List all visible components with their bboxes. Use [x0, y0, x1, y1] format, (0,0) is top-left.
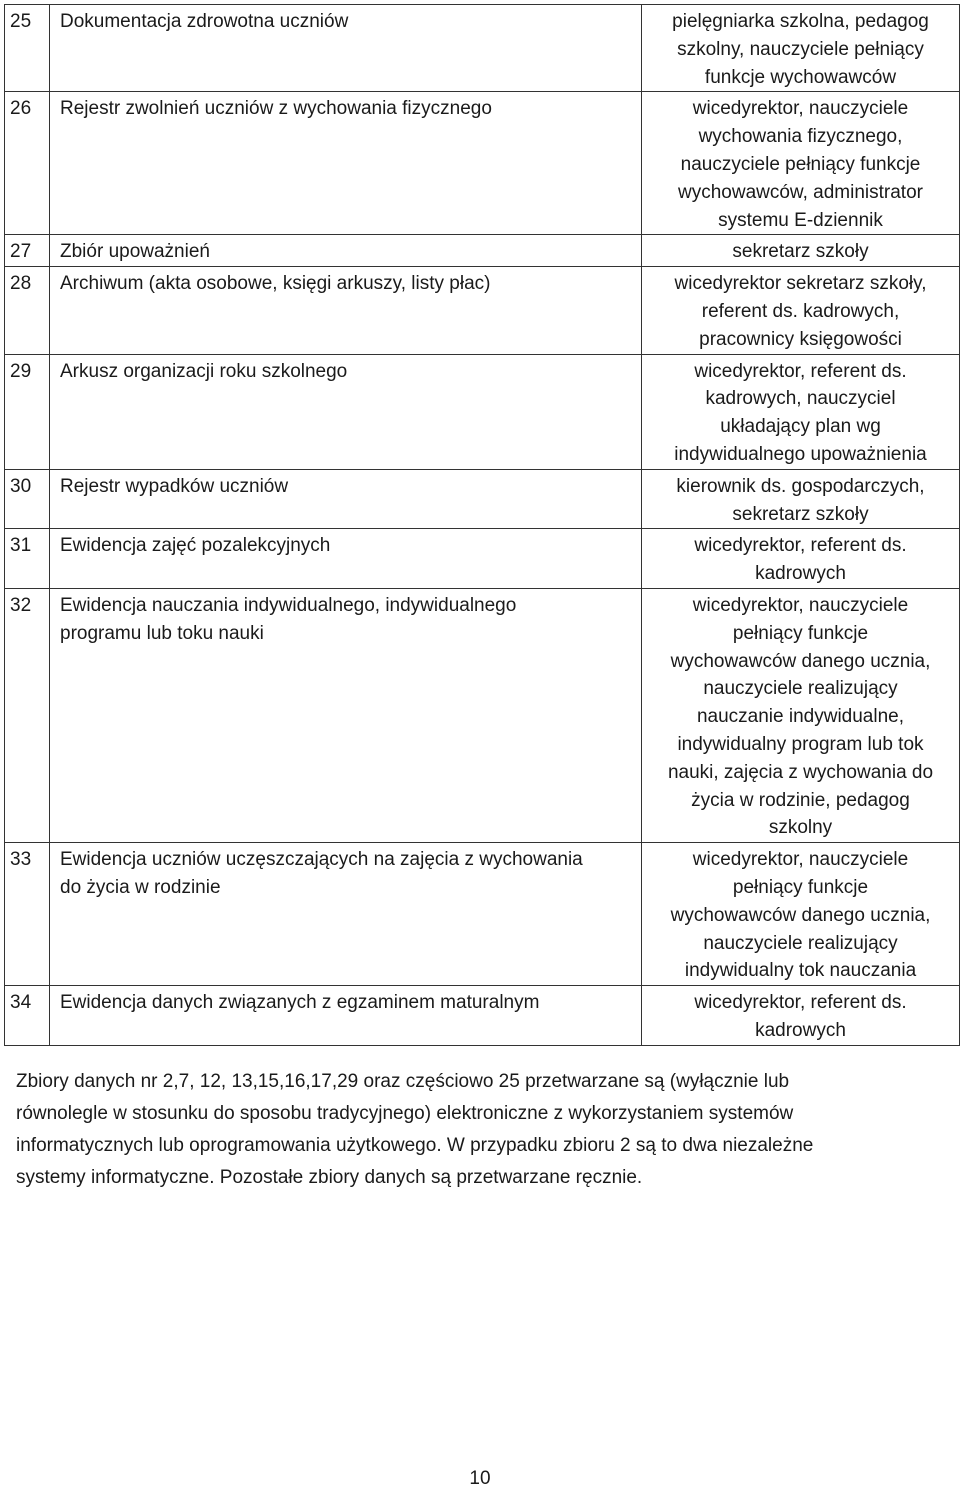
data-set-name-line: Ewidencja uczniów uczęszczających na zajęcia z wychowania	[60, 849, 583, 871]
row-number: 31	[5, 529, 50, 589]
responsible-line: wychowawców, administrator	[678, 181, 923, 203]
responsible-line: szkolny	[768, 817, 833, 839]
data-set-name-line: Archiwum (akta osobowe, księgi arkuszy, listy płac)	[60, 273, 491, 295]
note-line: informatycznych lub oprogramowania użytkowego. W przypadku zbioru 2 są to dwa niezależne	[16, 1135, 814, 1156]
table-row	[5, 843, 960, 986]
data-set-name	[50, 354, 642, 469]
table-row	[5, 986, 960, 1046]
responsible-persons	[642, 469, 960, 529]
row-number: 25	[5, 5, 50, 92]
responsible-line: sekretarz szkoły	[732, 241, 869, 263]
responsible-persons	[642, 235, 960, 267]
data-set-name-line: Zbiór upoważnień	[60, 241, 210, 263]
table-row	[5, 92, 960, 235]
responsible-persons	[642, 588, 960, 842]
data-set-name	[50, 267, 642, 354]
responsible-persons	[642, 267, 960, 354]
table-row	[5, 588, 960, 842]
responsible-line: kadrowych, nauczyciel	[705, 388, 896, 410]
table-row	[5, 5, 960, 92]
responsible-line: wychowawców danego ucznia,	[670, 650, 931, 672]
data-set-name-line: Arkusz organizacji roku szkolnego	[60, 360, 348, 382]
responsible-line: nauczyciele realizujący	[703, 932, 898, 954]
row-number: 30	[5, 469, 50, 529]
responsible-line: kierownik ds. gospodarczych,	[676, 475, 925, 497]
responsible-line: wychowania fizycznego,	[698, 126, 903, 148]
table-row	[5, 354, 960, 469]
data-set-name	[50, 529, 642, 589]
responsible-line: referent ds. kadrowych,	[701, 300, 900, 322]
row-number: 34	[5, 986, 50, 1046]
data-set-name-line: Ewidencja danych związanych z egzaminem maturalnym	[60, 992, 540, 1014]
row-number: 32	[5, 588, 50, 842]
responsible-line: indywidualnego upoważnienia	[674, 443, 927, 465]
responsible-line: wicedyrektor, referent ds.	[694, 360, 907, 382]
responsible-line: wicedyrektor, referent ds.	[694, 992, 907, 1014]
responsible-line: układający plan wg	[720, 416, 881, 438]
table-row	[5, 469, 960, 529]
responsible-line: indywidualny tok nauczania	[684, 960, 917, 982]
responsible-line: sekretarz szkoły	[732, 503, 869, 525]
note-line: Zbiory danych nr 2,7, 12, 13,15,16,17,29 oraz częściowo 25 przetwarzane są (wyłącznie lub	[16, 1071, 790, 1092]
responsible-line: indywidualny program lub tok	[677, 733, 924, 755]
note-line: systemy informatyczne. Pozostałe zbiory danych są przetwarzane ręcznie.	[16, 1167, 643, 1188]
responsible-persons	[642, 529, 960, 589]
responsible-line: wychowawców danego ucznia,	[670, 904, 931, 926]
row-number: 26	[5, 92, 50, 235]
responsible-line: wicedyrektor, referent ds.	[694, 535, 907, 557]
responsible-line: systemu E-dziennik	[718, 209, 883, 231]
responsible-persons	[642, 354, 960, 469]
responsible-line: nauczanie indywidualne,	[696, 706, 905, 728]
data-set-name-line: Ewidencja nauczania indywidualnego, indywidualnego	[60, 594, 517, 616]
responsible-line: życia w rodzinie, pedagog	[691, 789, 910, 811]
responsible-line: nauki, zajęcia z wychowania do	[667, 761, 934, 783]
responsible-persons	[642, 5, 960, 92]
responsible-line: wicedyrektor, nauczyciele	[692, 849, 909, 871]
data-set-name	[50, 588, 642, 842]
responsible-persons	[642, 843, 960, 986]
row-number: 27	[5, 235, 50, 267]
row-number: 29	[5, 354, 50, 469]
data-set-name	[50, 92, 642, 235]
data-set-name	[50, 843, 642, 986]
page-number: 10	[469, 1468, 491, 1489]
data-set-name-line: Dokumentacja zdrowotna uczniów	[60, 11, 349, 32]
data-set-name	[50, 235, 642, 267]
responsible-line: szkolny, nauczyciele pełniący	[677, 38, 924, 60]
table-row	[5, 267, 960, 354]
row-number: 33	[5, 843, 50, 986]
data-set-name	[50, 469, 642, 529]
responsible-line: kadrowych	[755, 1019, 846, 1041]
data-set-name-line: Rejestr zwolnień uczniów z wychowania fizycznego	[60, 98, 492, 120]
responsible-persons	[642, 92, 960, 235]
responsible-line: wicedyrektor sekretarz szkoły,	[674, 273, 927, 295]
responsible-line: nauczyciele pełniący funkcje	[680, 153, 921, 175]
note-line: równolegle w stosunku do sposobu tradycyjnego) elektroniczne z wykorzystaniem systemów	[16, 1103, 794, 1124]
responsible-line: pracownicy księgowości	[699, 328, 902, 350]
responsible-line: kadrowych	[755, 563, 846, 585]
data-set-name	[50, 986, 642, 1046]
responsible-line: funkcje wychowawców	[704, 66, 897, 88]
data-set-name-line: programu lub toku nauki	[60, 622, 264, 644]
data-set-name	[50, 5, 642, 92]
responsible-line: wicedyrektor, nauczyciele	[692, 594, 909, 616]
table-row	[5, 235, 960, 267]
table-row	[5, 529, 960, 589]
data-sets-table	[4, 4, 960, 1046]
data-set-name-line: Rejestr wypadków uczniów	[60, 475, 289, 497]
responsible-persons	[642, 986, 960, 1046]
responsible-line: nauczyciele realizujący	[703, 678, 898, 700]
responsible-line: pielęgniarka szkolna, pedagog	[672, 11, 929, 32]
responsible-line: wicedyrektor, nauczyciele	[692, 98, 909, 120]
row-number: 28	[5, 267, 50, 354]
data-set-name-line: Ewidencja zajęć pozalekcyjnych	[60, 535, 331, 557]
responsible-line: pełniący funkcje	[732, 876, 869, 898]
data-set-name-line: do życia w rodzinie	[60, 876, 221, 898]
responsible-line: pełniący funkcje	[732, 622, 869, 644]
processing-note	[16, 1066, 936, 1194]
table-body	[5, 5, 960, 1046]
